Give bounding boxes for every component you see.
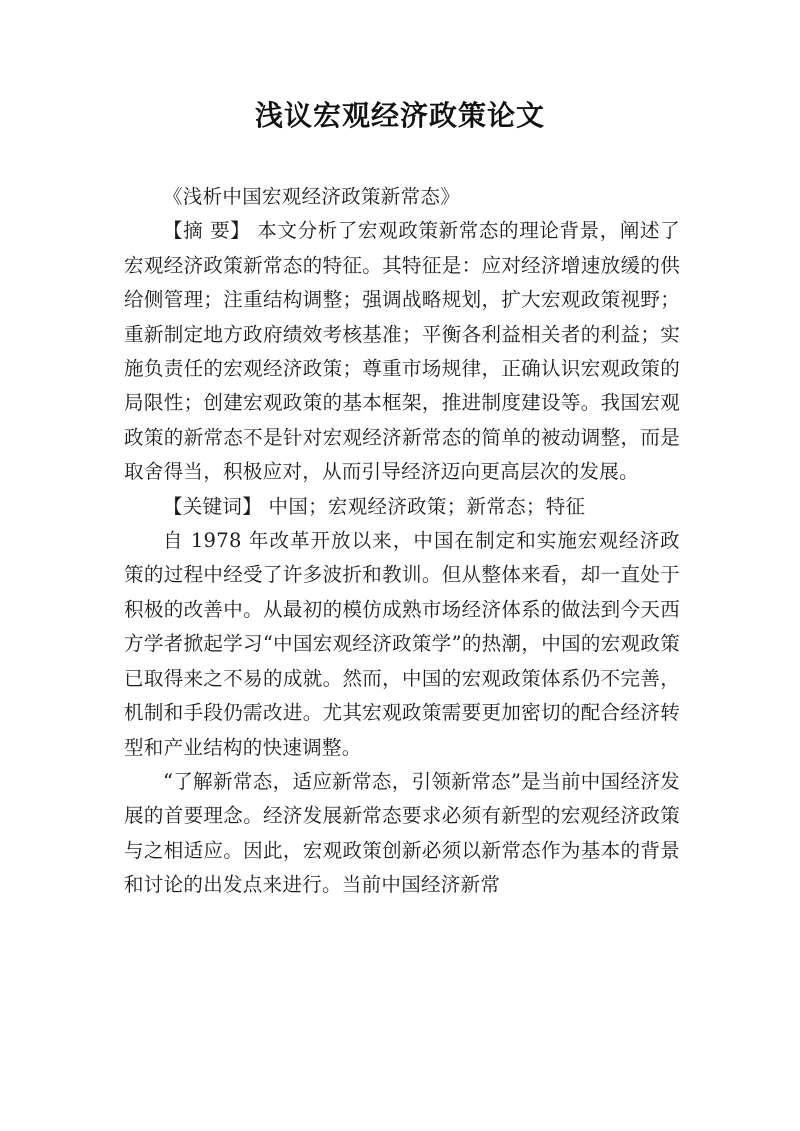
keywords-text: 中国；宏观经济政策；新常态；特征 [268, 494, 586, 518]
body-paragraph-2: “了解新常态，适应新常态，引领新常态”是当前中国经济发展的首要理念。经济发展新常态要求必须有新型的宏观经济政策与之相适应。因此，宏观政策创新必须以新常态作为基本的背景和讨论的出发点来进行。当前中国经济新常 [124, 769, 680, 897]
article-subtitle: 《浅析中国宏观经济政策新常态》 [163, 185, 461, 208]
abstract-paragraph [124, 214, 680, 489]
abstract-label: 【摘 要】 [163, 219, 251, 243]
body-paragraph-1: 自 1978 年改革开放以来，中国在制定和实施宏观经济政策的过程中经受了许多波折和教训。但从整体来看，却一直处于积极的改善中。从最初的模仿成熟市场经济体系的做法到今天西方学者掀起学习“中国宏观经济政策学”的热潮，中国的宏观政策已取得来之不易的成就。然而，中国的宏观政策体系仍不完善，机制和手段仍需改进。尤其宏观政策需要更加密切的配合经济转型和产业结构的快速调整。 [124, 529, 680, 759]
keywords-paragraph [124, 490, 680, 524]
document-title: 浅议宏观经济政策论文 [254, 99, 545, 132]
keywords-label: 【关键词】 [163, 494, 263, 518]
abstract-text: 本文分析了宏观政策新常态的理论背景，阐述了宏观经济政策新常态的特征。其特征是：应对经济增速放缓的供给侧管理；注重结构调整；强调战略规划，扩大宏观政策视野；重新制定地方政府绩效考核基准；平衡各利益相关者的利益；实施负责任的宏观经济政策；尊重市场规律，正确认识宏观政策的局限性；创建宏观政策的基本框架，推进制度建设等。我国宏观政策的新常态不是针对宏观经济新常态的简单的被动调整，而是取舍得当，积极应对，从而引导经济迈向更高层次的发展。 [124, 219, 681, 484]
document-body [124, 180, 680, 903]
